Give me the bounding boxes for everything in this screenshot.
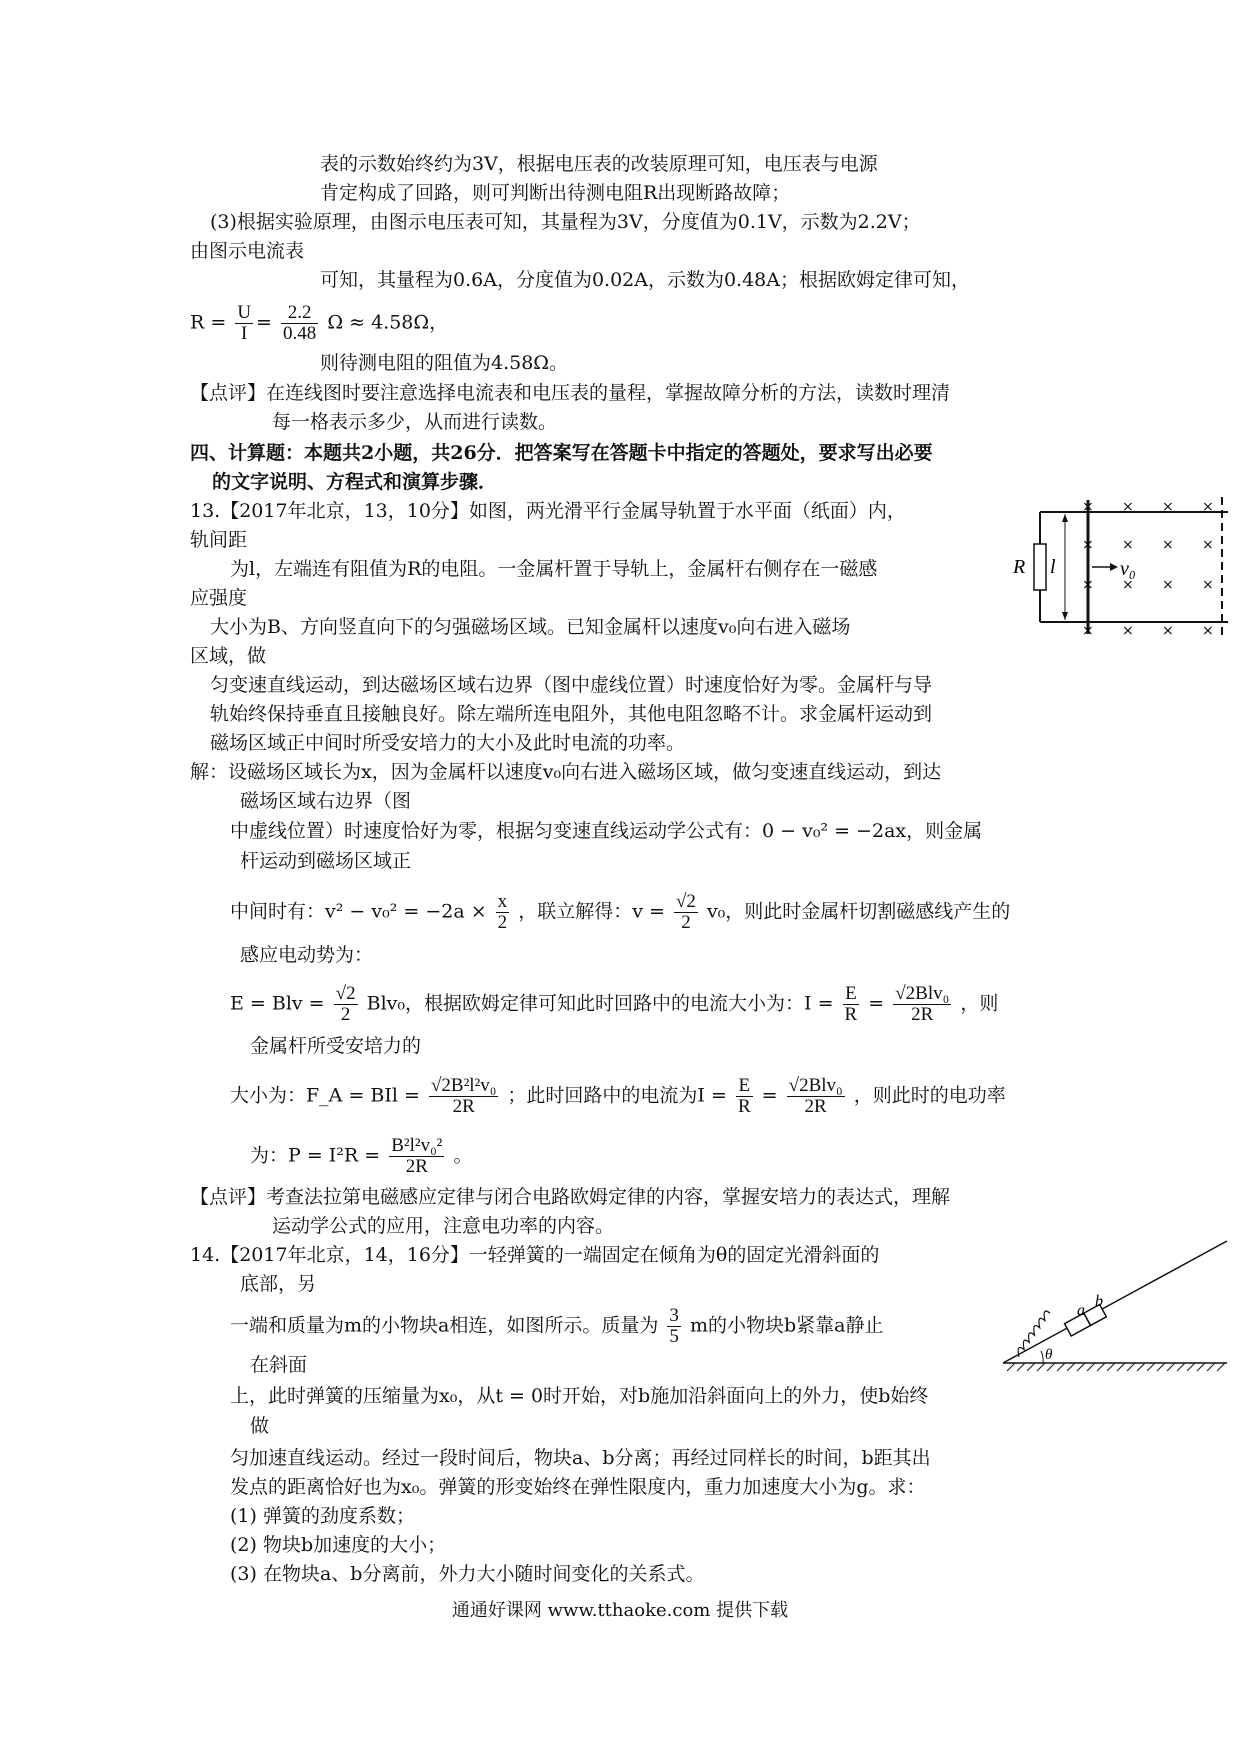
formula-part: m的小物块b紧靠a静止 — [689, 1314, 884, 1337]
denominator: I — [241, 323, 248, 344]
text-line: 发点的距离恰好也为x₀。弹簧的形变始终在弹性限度内，重力加速度大小为g。求： — [230, 1476, 926, 1498]
text-line: 应强度 — [190, 587, 248, 609]
field-cross: × — [1082, 623, 1094, 639]
denominator: R — [737, 1096, 751, 1117]
ground-hatching — [1007, 1363, 1225, 1371]
fraction — [674, 892, 698, 933]
text-line: (1) 弹簧的劲度系数； — [230, 1505, 415, 1527]
denominator: 0.48 — [283, 323, 317, 344]
text-line: 上，此时弹簧的压缩量为x₀，从t = 0时开始，对b施加沿斜面向上的外力，使b始终 — [230, 1385, 929, 1407]
spring-coil — [1006, 1310, 1062, 1357]
hatch-line — [1187, 1363, 1195, 1371]
heading-line: 的文字说明、方程式和演算步骤． — [212, 471, 498, 493]
text-line: 做 — [250, 1415, 270, 1437]
formula-line — [230, 1306, 883, 1347]
text-line: 运动学公式的应用，注意电功率的内容。 — [272, 1215, 615, 1237]
magnetic-field-crosses — [1082, 499, 1214, 639]
numerator: √2Blv₀ — [788, 1075, 843, 1096]
text-line: 中虚线位置）时速度恰好为零，根据匀变速直线运动学公式有：0 − v₀² = −2ax，则金属 — [230, 820, 983, 842]
text-line: 在斜面 — [250, 1354, 308, 1376]
denominator: 2 — [497, 912, 508, 933]
formula-part: Ω ≈ 4.58Ω， — [327, 311, 449, 334]
text-line: (3)根据实验原理，由图示电压表可知，其量程为3V，分度值为0.1V，示数为2.2V； — [210, 211, 921, 233]
text-line: 匀变速直线运动，到达磁场区域右边界（图中虚线位置）时速度恰好为零。金属杆与导 — [210, 674, 933, 696]
text-line: 【点评】在连线图时要注意选择电流表和电压表的量程，掌握故障分析的方法，读数时理清 — [190, 382, 951, 404]
resistor-symbol — [1034, 544, 1046, 590]
field-cross: × — [1122, 577, 1134, 593]
field-cross: × — [1082, 499, 1094, 515]
text-line: 杆运动到磁场区域正 — [240, 850, 412, 872]
text-line: 大小为B、方向竖直向下的匀强磁场区域。已知金属杆以速度v₀向右进入磁场 — [210, 616, 851, 638]
text-line: 轨间距 — [190, 529, 248, 551]
formula-line — [230, 1076, 1006, 1117]
fraction — [787, 1076, 845, 1117]
formula-part: = — [761, 1084, 778, 1107]
formula-line — [250, 1136, 472, 1177]
formula-part: ；此时回路中的电流为I = — [507, 1084, 727, 1107]
fraction — [736, 1076, 753, 1117]
hatch-line — [1107, 1363, 1115, 1371]
hatch-line — [1057, 1363, 1065, 1371]
hatch-line — [1047, 1363, 1055, 1371]
text-line: 匀加速直线运动。经过一段时间后，物块a、b分离；再经过同样长的时间，b距其出 — [230, 1447, 931, 1469]
fraction — [429, 1076, 498, 1117]
label-v0: v₀ — [1120, 558, 1136, 580]
numerator: x — [497, 891, 508, 912]
formula-part: ，联立解得：v = — [518, 900, 665, 923]
formula-line — [230, 984, 998, 1025]
denominator: 5 — [669, 1326, 679, 1347]
hatch-line — [1097, 1363, 1105, 1371]
denominator: 2R — [804, 1096, 827, 1117]
numerator: 2.2 — [281, 303, 318, 324]
numerator: 3 — [669, 1305, 679, 1326]
hatch-line — [1157, 1363, 1165, 1371]
field-cross: × — [1082, 537, 1094, 553]
formula-part: 大小为：F_A = BIl = — [230, 1084, 420, 1107]
numerator: √2B²l²v₀ — [430, 1075, 497, 1096]
formula-part: 一端和质量为m的小物块a相连，如图所示。质量为 — [230, 1314, 659, 1337]
hatch-line — [1017, 1363, 1025, 1371]
text-line: 磁场区域正中间时所受安培力的大小及此时电流的功率。 — [210, 732, 686, 754]
text-line: 则待测电阻的阻值为4.58Ω。 — [320, 352, 569, 374]
text-line: 肯定构成了回路，则可判断出待测电阻R出现断路故障； — [320, 182, 791, 204]
text-line: 为l，左端连有阻值为R的电阻。一金属杆置于导轨上，金属杆右侧存在一磁感 — [230, 558, 878, 580]
fraction — [496, 892, 510, 933]
arrow-head-down — [1062, 612, 1068, 620]
label-a: a — [1077, 1302, 1085, 1319]
label-b: b — [1095, 1293, 1103, 1310]
hatch-line — [1127, 1363, 1135, 1371]
numerator: √2 — [335, 983, 356, 1004]
fraction — [281, 303, 318, 344]
figure-magnetic-rail — [1010, 492, 1235, 642]
text-line: 【点评】考查法拉第电磁感应定律与闭合电路欧姆定律的内容，掌握安培力的表达式，理解 — [190, 1186, 951, 1208]
text-line: 磁场区域右边界（图 — [240, 790, 412, 812]
hatch-line — [1207, 1363, 1215, 1371]
field-cross: × — [1162, 577, 1174, 593]
fraction — [843, 984, 860, 1025]
field-cross: × — [1202, 623, 1214, 639]
denominator: 2R — [405, 1156, 428, 1177]
arrow-head-up — [1062, 514, 1068, 522]
hatch-line — [1217, 1363, 1225, 1371]
hatch-line — [1177, 1363, 1185, 1371]
fraction — [893, 984, 951, 1025]
fraction — [334, 984, 358, 1025]
hatch-line — [1137, 1363, 1145, 1371]
numerator: √2 — [675, 891, 696, 912]
hatch-line — [1167, 1363, 1175, 1371]
text-line: 区域，做 — [190, 645, 267, 667]
formula-part: 中间时有：v² − v₀² = −2a × — [230, 900, 487, 923]
field-cross: × — [1082, 577, 1094, 593]
text-line: 轨始终保持垂直且接触良好。除左端所连电阻外，其他电阻忽略不计。求金属杆运动到 — [210, 703, 933, 725]
label-R: R — [1013, 556, 1026, 578]
numerator: B²l²v₀² — [391, 1135, 443, 1156]
field-cross: × — [1122, 499, 1134, 515]
field-cross: × — [1202, 499, 1214, 515]
formula-resistance: R = $\frac{U}{I}$ = $\frac{2.2}{0.48}$ Ω ≈ 4.58Ω， — [190, 302, 449, 344]
fraction — [389, 1136, 444, 1177]
text-line: 每一格表示多少，从而进行读数。 — [272, 411, 558, 433]
label-l: l — [1050, 556, 1056, 578]
hatch-line — [1077, 1363, 1085, 1371]
text-line: 14.【2017年北京，14，16分】一轻弹簧的一端固定在倾角为θ的固定光滑斜面的 — [190, 1244, 880, 1266]
field-cross: × — [1162, 623, 1174, 639]
denominator: 2R — [452, 1096, 475, 1117]
field-cross: × — [1162, 537, 1174, 553]
formula-part: ，则此时的电功率 — [853, 1084, 1006, 1107]
formula-part: 。 — [453, 1144, 473, 1167]
hatch-line — [1007, 1363, 1015, 1371]
text-line: 由图示电流表 — [190, 240, 305, 262]
text-line: 表的示数始终约为3V，根据电压表的改装原理可知，电压表与电源 — [320, 153, 878, 175]
angle-arc — [1041, 1351, 1043, 1363]
text-line: 可知，其量程为0.6A，分度值为0.02A，示数为0.48A；根据欧姆定律可知， — [320, 269, 970, 291]
incline-line — [1003, 1241, 1227, 1363]
hatch-line — [1117, 1363, 1125, 1371]
hatch-line — [1037, 1363, 1045, 1371]
field-cross: × — [1202, 577, 1214, 593]
numerator: E — [843, 984, 860, 1005]
formula-part: E = Blv = — [230, 992, 325, 1015]
field-cross: × — [1162, 499, 1174, 515]
formula-part: R = — [190, 311, 227, 334]
formula-line — [230, 892, 1010, 933]
formula-part: ，则 — [960, 992, 999, 1015]
text-line: (3) 在物块a、b分离前，外力大小随时间变化的关系式。 — [230, 1563, 705, 1585]
text-line: (2) 物块b加速度的大小； — [230, 1534, 447, 1556]
text-line: 底部，另 — [240, 1273, 317, 1295]
fraction — [235, 303, 253, 344]
numerator: U — [237, 302, 252, 323]
denominator: R — [844, 1004, 858, 1025]
field-cross: × — [1122, 623, 1134, 639]
hatch-line — [1067, 1363, 1075, 1371]
formula-part: 为：P = I²R = — [250, 1144, 381, 1167]
text-line: 13.【2017年北京，13，10分】如图，两光滑平行金属导轨置于水平面（纸面）内， — [190, 500, 906, 522]
formula-part: v₀，则此时金属杆切割磁感线产生的 — [706, 900, 1011, 923]
heading-line: 四、计算题：本题共2小题，共26分．把答案写在答题卡中指定的答题处，要求写出必要 — [190, 442, 933, 464]
formula-part: Blv₀，根据欧姆定律可知此时回路中的电流大小为：I = — [366, 992, 834, 1015]
text-line: 解：设磁场区域长为x，因为金属杆以速度v₀向右进入磁场区域，做匀变速直线运动，到达 — [190, 761, 942, 783]
text-line: 金属杆所受安培力的 — [250, 1035, 422, 1057]
text-line: 感应电动势为： — [240, 944, 374, 966]
hatch-line — [1087, 1363, 1095, 1371]
numerator: √2Blv₀ — [895, 983, 950, 1004]
velocity-arrow-head — [1110, 563, 1118, 571]
denominator: 2 — [681, 912, 691, 933]
figure-incline-spring — [995, 1235, 1235, 1375]
formula-part: = — [868, 992, 885, 1015]
numerator: E — [736, 1076, 753, 1097]
hatch-line — [1147, 1363, 1155, 1371]
field-cross: × — [1202, 537, 1214, 553]
label-theta: θ — [1045, 1347, 1053, 1363]
footer-watermark: 通通好课网 www.tthaoke.com 提供下载 — [451, 1600, 789, 1621]
denominator: 2 — [340, 1004, 351, 1025]
hatch-line — [1197, 1363, 1205, 1371]
hatch-line — [1027, 1363, 1035, 1371]
field-cross: × — [1122, 537, 1134, 553]
denominator: 2R — [911, 1004, 934, 1025]
fraction — [667, 1306, 681, 1347]
